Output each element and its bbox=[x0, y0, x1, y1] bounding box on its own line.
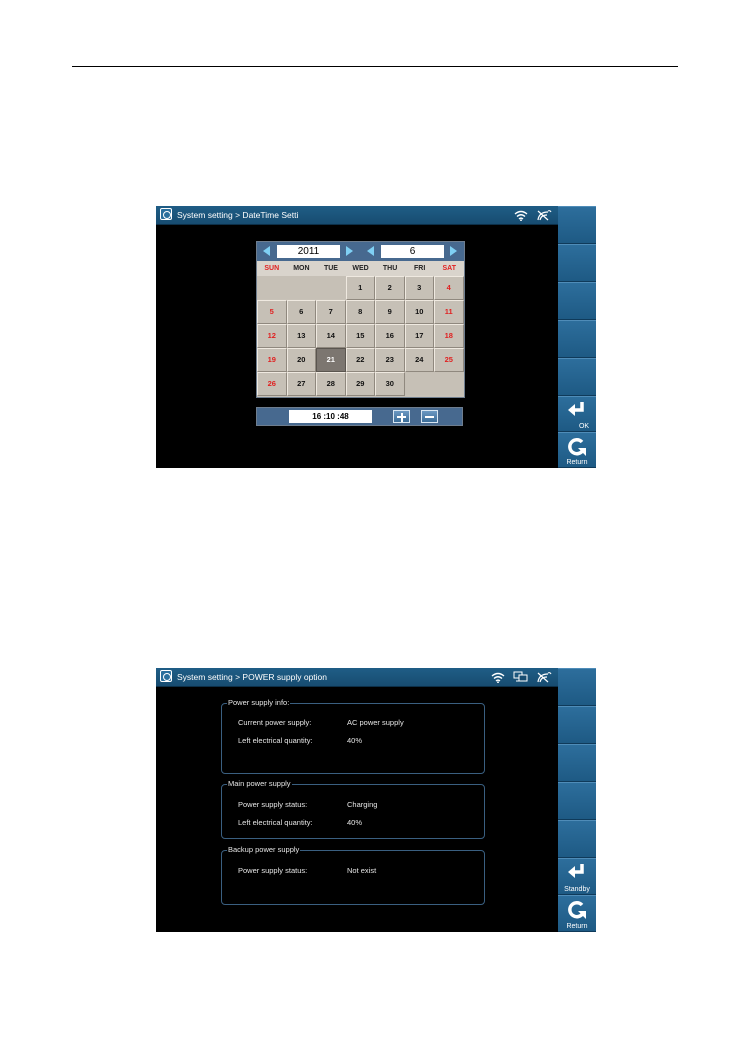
day-cell[interactable]: 10 bbox=[405, 300, 435, 324]
day-cell[interactable]: 4 bbox=[434, 276, 464, 300]
day-cell[interactable]: 16 bbox=[375, 324, 405, 348]
standby-button[interactable] bbox=[558, 858, 596, 895]
main-power-group bbox=[221, 779, 485, 839]
time-field[interactable]: 16 :10 :48 bbox=[289, 410, 372, 423]
weekday-tue: TUE bbox=[323, 265, 338, 272]
day-cell-selected[interactable]: 21 bbox=[316, 348, 346, 372]
day-cell[interactable]: 29 bbox=[346, 372, 376, 396]
row-label: Current power supply: bbox=[238, 718, 312, 727]
day-cell[interactable]: 23 bbox=[375, 348, 405, 372]
day-cell[interactable]: 28 bbox=[316, 372, 346, 396]
row-value: 40% bbox=[347, 818, 363, 827]
return-label: Return bbox=[566, 923, 588, 930]
day-cell[interactable]: 14 bbox=[316, 324, 346, 348]
side-panel bbox=[558, 206, 596, 468]
return-button[interactable] bbox=[558, 895, 596, 932]
row-value: 40% bbox=[347, 736, 363, 745]
return-icon bbox=[567, 437, 587, 457]
weekday-sat: SAT bbox=[442, 265, 456, 272]
ok-button[interactable] bbox=[558, 396, 596, 432]
screen-title: System setting > POWER supply option bbox=[177, 672, 327, 682]
title-bar bbox=[156, 668, 558, 687]
screen-title: System setting > DateTime Setti bbox=[177, 210, 299, 220]
day-cell[interactable]: 5 bbox=[257, 300, 287, 324]
day-cell[interactable]: 1 bbox=[346, 276, 376, 300]
day-cell[interactable]: 17 bbox=[405, 324, 435, 348]
ok-label: OK bbox=[578, 423, 590, 430]
day-cell[interactable]: 24 bbox=[405, 348, 435, 372]
wifi-icon bbox=[514, 210, 528, 221]
side-button-3[interactable] bbox=[558, 744, 596, 782]
page-header-rule bbox=[72, 66, 678, 67]
return-label: Return bbox=[566, 459, 588, 466]
group-title: Backup power supply bbox=[228, 845, 300, 854]
next-month-button[interactable] bbox=[450, 246, 457, 256]
day-cell[interactable]: 18 bbox=[434, 324, 464, 348]
no-signal-icon bbox=[536, 209, 552, 221]
row-value: Not exist bbox=[347, 866, 377, 875]
day-cell[interactable]: 19 bbox=[257, 348, 287, 372]
empty-cell bbox=[405, 372, 464, 395]
weekday-sun: SUN bbox=[264, 265, 280, 272]
day-cell[interactable]: 30 bbox=[375, 372, 405, 396]
backup-power-group bbox=[221, 845, 485, 905]
day-cell[interactable]: 15 bbox=[346, 324, 376, 348]
row-value: Charging bbox=[347, 800, 378, 809]
day-cell[interactable]: 22 bbox=[346, 348, 376, 372]
power-info-group bbox=[221, 698, 485, 774]
next-year-button[interactable] bbox=[346, 246, 353, 256]
enter-icon bbox=[567, 401, 587, 419]
prev-year-button[interactable] bbox=[263, 246, 270, 256]
group-title: Main power supply bbox=[228, 779, 291, 788]
side-panel bbox=[558, 668, 596, 932]
row-label: Left electrical quantity: bbox=[238, 818, 313, 827]
day-cell[interactable]: 7 bbox=[316, 300, 346, 324]
day-cell[interactable]: 3 bbox=[405, 276, 435, 300]
group-title: Power supply info: bbox=[228, 698, 290, 707]
side-button-5[interactable] bbox=[558, 820, 596, 858]
plus-button[interactable] bbox=[393, 410, 410, 423]
enter-icon bbox=[567, 863, 587, 881]
row-value: AC power supply bbox=[347, 718, 404, 727]
day-cell[interactable]: 26 bbox=[257, 372, 287, 396]
side-button-2[interactable] bbox=[558, 244, 596, 282]
calendar-widget bbox=[256, 241, 465, 398]
day-cell[interactable]: 13 bbox=[287, 324, 317, 348]
side-button-2[interactable] bbox=[558, 706, 596, 744]
weekday-header bbox=[257, 261, 464, 276]
row-label: Power supply status: bbox=[238, 866, 308, 875]
weekday-wed: WED bbox=[352, 265, 369, 272]
day-cell[interactable]: 9 bbox=[375, 300, 405, 324]
settings-icon bbox=[160, 208, 172, 220]
wifi-icon bbox=[491, 672, 505, 683]
side-button-4[interactable] bbox=[558, 782, 596, 820]
side-button-3[interactable] bbox=[558, 282, 596, 320]
return-icon bbox=[567, 900, 587, 920]
day-cell[interactable]: 6 bbox=[287, 300, 317, 324]
datetime-screen bbox=[156, 206, 596, 468]
title-bar bbox=[156, 206, 558, 225]
empty-cell bbox=[257, 276, 346, 299]
prev-month-button[interactable] bbox=[367, 246, 374, 256]
weekday-mon: MON bbox=[293, 265, 310, 272]
row-label: Power supply status: bbox=[238, 800, 308, 809]
month-field[interactable]: 6 bbox=[381, 245, 444, 258]
minus-button[interactable] bbox=[421, 410, 438, 423]
return-button[interactable] bbox=[558, 432, 596, 468]
side-button-5[interactable] bbox=[558, 358, 596, 396]
year-field[interactable]: 2011 bbox=[277, 245, 340, 258]
time-bar bbox=[256, 407, 463, 426]
side-button-1[interactable] bbox=[558, 206, 596, 244]
day-cell[interactable]: 20 bbox=[287, 348, 317, 372]
row-label: Left electrical quantity: bbox=[238, 736, 313, 745]
day-cell[interactable]: 25 bbox=[434, 348, 464, 372]
side-button-1[interactable] bbox=[558, 668, 596, 706]
side-button-4[interactable] bbox=[558, 320, 596, 358]
calendar-header bbox=[257, 242, 464, 261]
day-cell[interactable]: 11 bbox=[434, 300, 464, 324]
day-cell[interactable]: 2 bbox=[375, 276, 405, 300]
day-cell[interactable]: 12 bbox=[257, 324, 287, 348]
power-screen bbox=[156, 668, 596, 932]
day-cell[interactable]: 27 bbox=[287, 372, 317, 396]
weekday-thu: THU bbox=[382, 265, 398, 272]
network-icon bbox=[513, 671, 528, 683]
no-signal-icon bbox=[536, 671, 552, 683]
weekday-fri: FRI bbox=[414, 265, 426, 272]
settings-icon bbox=[160, 670, 172, 682]
standby-label: Standby bbox=[564, 886, 590, 893]
day-cell[interactable]: 8 bbox=[346, 300, 376, 324]
